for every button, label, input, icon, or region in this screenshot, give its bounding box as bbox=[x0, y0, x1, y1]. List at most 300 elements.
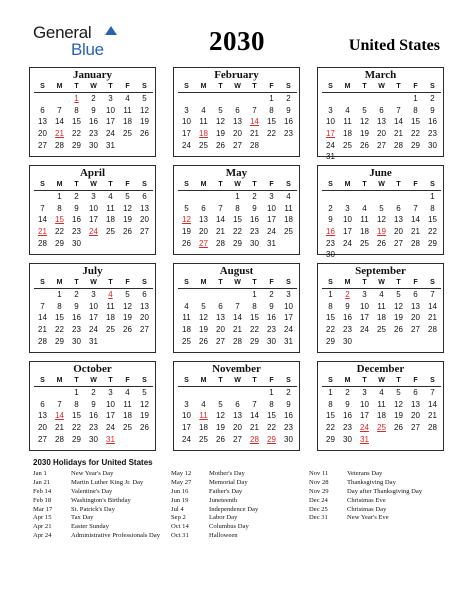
empty-day-cell bbox=[322, 445, 339, 457]
day-cell: 7 bbox=[40, 203, 45, 213]
day-cell: 21 bbox=[216, 227, 225, 237]
empty-day-cell bbox=[136, 151, 153, 163]
day-cell: 3 bbox=[91, 290, 96, 300]
empty-day-cell bbox=[280, 237, 297, 249]
holiday-day-cell: 14 bbox=[55, 411, 64, 421]
day-cell: 17 bbox=[284, 313, 293, 323]
empty-day-cell bbox=[212, 445, 229, 457]
day-cell: 28 bbox=[411, 238, 420, 248]
generalblue-logo[interactable] bbox=[33, 24, 113, 60]
day-cell: 29 bbox=[250, 336, 259, 346]
day-cell: 18 bbox=[182, 325, 191, 335]
day-cell: 15 bbox=[267, 117, 276, 127]
day-cell: 11 bbox=[123, 399, 132, 409]
page-header bbox=[0, 0, 474, 62]
holiday-item bbox=[309, 479, 422, 488]
week-row bbox=[322, 410, 441, 422]
day-cell: 5 bbox=[142, 388, 147, 398]
day-cell: 13 bbox=[140, 301, 149, 311]
day-cell: 7 bbox=[430, 290, 435, 300]
day-cell: 23 bbox=[326, 238, 335, 248]
empty-day-cell bbox=[136, 335, 153, 347]
week-row bbox=[178, 399, 297, 411]
week-row bbox=[178, 105, 297, 117]
day-cell: 19 bbox=[216, 423, 225, 433]
weekday-label: S bbox=[424, 179, 441, 191]
day-cell: 8 bbox=[57, 301, 62, 311]
day-cell: 2 bbox=[252, 192, 257, 202]
day-cell: 3 bbox=[184, 105, 189, 115]
weekday-label: S bbox=[136, 277, 153, 289]
day-cell: 9 bbox=[286, 105, 291, 115]
empty-day-cell bbox=[102, 445, 119, 457]
empty-day-cell bbox=[136, 445, 153, 457]
week-row bbox=[34, 237, 153, 249]
day-cell: 2 bbox=[91, 94, 96, 104]
empty-day-cell bbox=[136, 249, 153, 261]
month-day-grid bbox=[34, 375, 153, 457]
empty-day-cell bbox=[339, 151, 356, 163]
month-name: June bbox=[369, 167, 392, 179]
day-cell: 26 bbox=[360, 140, 369, 150]
day-cell: 1 bbox=[57, 290, 62, 300]
month-name: December bbox=[356, 363, 405, 375]
day-cell: 5 bbox=[362, 105, 367, 115]
weekday-label: M bbox=[195, 375, 212, 387]
day-cell: 7 bbox=[57, 399, 62, 409]
day-cell: 19 bbox=[394, 313, 403, 323]
day-cell: 7 bbox=[413, 203, 418, 213]
day-cell: 31 bbox=[326, 152, 335, 162]
day-cell: 5 bbox=[396, 388, 401, 398]
day-cell: 30 bbox=[72, 238, 81, 248]
empty-day-cell bbox=[178, 445, 195, 457]
empty-day-cell bbox=[195, 445, 212, 457]
weekday-label: T bbox=[68, 179, 85, 191]
day-cell: 9 bbox=[74, 301, 79, 311]
day-cell: 18 bbox=[360, 227, 369, 237]
week-row bbox=[322, 249, 441, 261]
day-cell: 25 bbox=[123, 129, 132, 139]
week-row bbox=[34, 203, 153, 215]
day-cell: 4 bbox=[184, 301, 189, 311]
empty-day-cell bbox=[246, 387, 263, 399]
day-cell: 16 bbox=[89, 117, 98, 127]
weekday-label: S bbox=[424, 81, 441, 93]
day-cell: 14 bbox=[428, 301, 437, 311]
week-row bbox=[34, 410, 153, 422]
empty-day-cell bbox=[195, 191, 212, 203]
weekday-label: T bbox=[102, 277, 119, 289]
weekday-header-row bbox=[322, 81, 441, 93]
week-row bbox=[34, 301, 153, 313]
week-row bbox=[34, 105, 153, 117]
day-cell: 9 bbox=[252, 203, 257, 213]
day-cell: 27 bbox=[233, 434, 242, 444]
weekday-label: S bbox=[178, 179, 195, 191]
day-cell: 3 bbox=[108, 94, 113, 104]
holiday-item bbox=[171, 506, 258, 515]
holiday-day-cell: 25 bbox=[377, 423, 386, 433]
day-cell: 31 bbox=[267, 238, 276, 248]
weekday-label: S bbox=[322, 179, 339, 191]
day-cell: 29 bbox=[411, 140, 420, 150]
holiday-name: New Year's Day bbox=[71, 470, 114, 477]
day-cell: 6 bbox=[142, 192, 147, 202]
empty-day-cell bbox=[246, 93, 263, 105]
holiday-name: Memorial Day bbox=[209, 478, 248, 486]
empty-day-cell bbox=[119, 433, 136, 445]
day-cell: 27 bbox=[394, 238, 403, 248]
holiday-date: May 12 bbox=[171, 470, 192, 477]
day-cell: 8 bbox=[328, 301, 333, 311]
empty-day-cell bbox=[178, 191, 195, 203]
weekday-label: W bbox=[229, 81, 246, 93]
empty-day-cell bbox=[34, 191, 51, 203]
day-cell: 20 bbox=[411, 313, 420, 323]
weekday-label: S bbox=[136, 179, 153, 191]
month-day-grid bbox=[322, 179, 441, 261]
empty-day-cell bbox=[356, 191, 373, 203]
empty-day-cell bbox=[195, 387, 212, 399]
empty-day-cell bbox=[373, 347, 390, 359]
day-cell: 22 bbox=[233, 227, 242, 237]
day-cell: 6 bbox=[235, 105, 240, 115]
holiday-date: Apr 15 bbox=[33, 514, 52, 522]
empty-day-cell bbox=[373, 335, 390, 347]
weekday-label: M bbox=[51, 375, 68, 387]
day-cell: 28 bbox=[55, 140, 64, 150]
weekday-label: F bbox=[263, 81, 280, 93]
month-may bbox=[173, 165, 300, 255]
holidays-column bbox=[33, 470, 160, 541]
empty-day-cell bbox=[229, 151, 246, 163]
day-cell: 3 bbox=[362, 388, 367, 398]
weekday-label: W bbox=[229, 375, 246, 387]
day-cell: 19 bbox=[394, 411, 403, 421]
day-cell: 10 bbox=[284, 301, 293, 311]
weekday-label: T bbox=[212, 375, 229, 387]
logo-text-blue: Blue bbox=[71, 40, 104, 59]
day-cell: 18 bbox=[343, 129, 352, 139]
empty-day-cell bbox=[68, 445, 85, 457]
holiday-item bbox=[171, 532, 258, 541]
month-name: July bbox=[82, 265, 103, 277]
holiday-date: Mar 17 bbox=[33, 505, 53, 513]
day-cell: 10 bbox=[182, 117, 191, 127]
month-day-grid bbox=[322, 81, 441, 163]
day-cell: 26 bbox=[216, 140, 225, 150]
day-cell: 1 bbox=[430, 192, 435, 202]
day-cell: 24 bbox=[267, 227, 276, 237]
day-cell: 13 bbox=[377, 117, 386, 127]
empty-day-cell bbox=[102, 151, 119, 163]
weekday-header-row bbox=[322, 277, 441, 289]
holiday-date: Jun 16 bbox=[171, 487, 189, 495]
holiday-day-cell: 24 bbox=[360, 423, 369, 433]
day-cell: 4 bbox=[362, 203, 367, 213]
day-cell: 19 bbox=[199, 325, 208, 335]
day-cell: 11 bbox=[377, 301, 386, 311]
day-cell: 31 bbox=[89, 336, 98, 346]
weekday-label: M bbox=[51, 179, 68, 191]
day-cell: 21 bbox=[55, 423, 64, 433]
day-cell: 22 bbox=[326, 423, 335, 433]
day-cell: 26 bbox=[394, 423, 403, 433]
day-cell: 10 bbox=[267, 203, 276, 213]
day-cell: 11 bbox=[199, 117, 208, 127]
weekday-label: F bbox=[407, 179, 424, 191]
day-cell: 16 bbox=[250, 215, 259, 225]
day-cell: 29 bbox=[72, 434, 81, 444]
day-cell: 5 bbox=[201, 301, 206, 311]
weekday-label: S bbox=[178, 277, 195, 289]
holiday-name: Juneteenth bbox=[209, 496, 238, 504]
day-cell: 17 bbox=[182, 129, 191, 139]
day-cell: 21 bbox=[233, 325, 242, 335]
weekday-label: T bbox=[356, 277, 373, 289]
day-cell: 2 bbox=[91, 388, 96, 398]
weekday-label: S bbox=[322, 81, 339, 93]
day-cell: 3 bbox=[286, 290, 291, 300]
empty-day-cell bbox=[178, 289, 195, 301]
empty-day-cell bbox=[34, 445, 51, 457]
week-row bbox=[322, 105, 441, 117]
day-cell: 10 bbox=[360, 399, 369, 409]
holiday-item bbox=[309, 506, 422, 515]
day-cell: 28 bbox=[250, 140, 259, 150]
weekday-label: S bbox=[280, 179, 297, 191]
empty-day-cell bbox=[51, 93, 68, 105]
day-cell: 20 bbox=[411, 411, 420, 421]
year-title: 2030 bbox=[209, 26, 265, 56]
day-cell: 16 bbox=[72, 313, 81, 323]
day-cell: 28 bbox=[38, 238, 47, 248]
weekday-label: F bbox=[263, 277, 280, 289]
day-cell: 24 bbox=[106, 129, 115, 139]
weekday-header-row bbox=[178, 277, 297, 289]
holiday-name: Thanksgiving Day bbox=[347, 478, 396, 486]
holiday-date: Nov 28 bbox=[309, 478, 329, 486]
day-cell: 12 bbox=[216, 117, 225, 127]
empty-day-cell bbox=[102, 249, 119, 261]
day-cell: 14 bbox=[411, 215, 420, 225]
empty-day-cell bbox=[339, 93, 356, 105]
day-cell: 1 bbox=[328, 388, 333, 398]
day-cell: 16 bbox=[343, 313, 352, 323]
weekday-label: F bbox=[263, 375, 280, 387]
day-cell: 12 bbox=[140, 105, 149, 115]
day-cell: 9 bbox=[91, 399, 96, 409]
weekday-label: W bbox=[373, 179, 390, 191]
day-cell: 1 bbox=[413, 94, 418, 104]
holiday-item bbox=[171, 479, 258, 488]
empty-day-cell bbox=[212, 191, 229, 203]
day-cell: 28 bbox=[394, 140, 403, 150]
holiday-name: Washington's Birthday bbox=[71, 496, 131, 504]
day-cell: 27 bbox=[216, 336, 225, 346]
day-cell: 6 bbox=[201, 203, 206, 213]
month-day-grid bbox=[322, 375, 441, 457]
empty-day-cell bbox=[263, 139, 280, 151]
day-cell: 21 bbox=[428, 411, 437, 421]
empty-day-cell bbox=[407, 433, 424, 445]
weekday-label: T bbox=[390, 81, 407, 93]
day-cell: 5 bbox=[218, 105, 223, 115]
weekday-label: S bbox=[322, 375, 339, 387]
empty-day-cell bbox=[373, 433, 390, 445]
day-cell: 25 bbox=[199, 434, 208, 444]
holiday-date: Feb 18 bbox=[33, 496, 52, 504]
day-cell: 12 bbox=[394, 399, 403, 409]
empty-day-cell bbox=[263, 445, 280, 457]
day-cell: 22 bbox=[250, 325, 259, 335]
day-cell: 19 bbox=[182, 227, 191, 237]
empty-day-cell bbox=[356, 347, 373, 359]
day-cell: 13 bbox=[38, 411, 47, 421]
empty-day-cell bbox=[119, 139, 136, 151]
day-cell: 17 bbox=[106, 411, 115, 421]
day-cell: 12 bbox=[199, 313, 208, 323]
weekday-header-row bbox=[34, 179, 153, 191]
empty-day-cell bbox=[51, 445, 68, 457]
day-cell: 16 bbox=[428, 117, 437, 127]
weekday-label: T bbox=[246, 375, 263, 387]
day-cell: 10 bbox=[89, 301, 98, 311]
empty-day-cell bbox=[322, 347, 339, 359]
day-cell: 18 bbox=[123, 117, 132, 127]
day-cell: 8 bbox=[413, 105, 418, 115]
empty-day-cell bbox=[390, 335, 407, 347]
holiday-date: Oct 14 bbox=[171, 523, 189, 531]
weekday-header-row bbox=[322, 179, 441, 191]
day-cell: 26 bbox=[123, 227, 132, 237]
week-row bbox=[322, 116, 441, 128]
day-cell: 24 bbox=[343, 238, 352, 248]
empty-day-cell bbox=[85, 151, 102, 163]
empty-day-cell bbox=[229, 249, 246, 261]
day-cell: 12 bbox=[123, 203, 132, 213]
weekday-label: W bbox=[229, 179, 246, 191]
empty-day-cell bbox=[51, 249, 68, 261]
month-day-grid bbox=[34, 277, 153, 359]
month-name: November bbox=[212, 363, 261, 375]
logo-triangle-icon bbox=[105, 26, 117, 35]
day-cell: 2 bbox=[430, 94, 435, 104]
empty-day-cell bbox=[102, 347, 119, 359]
weekday-label: F bbox=[119, 179, 136, 191]
day-cell: 23 bbox=[343, 423, 352, 433]
holiday-name: St. Patrick's Day bbox=[71, 505, 115, 513]
empty-day-cell bbox=[119, 249, 136, 261]
empty-day-cell bbox=[178, 151, 195, 163]
holiday-day-cell: 17 bbox=[326, 129, 335, 139]
empty-day-cell bbox=[390, 445, 407, 457]
day-cell: 29 bbox=[428, 238, 437, 248]
empty-day-cell bbox=[195, 151, 212, 163]
empty-day-cell bbox=[212, 93, 229, 105]
day-cell: 14 bbox=[216, 215, 225, 225]
day-cell: 9 bbox=[286, 399, 291, 409]
week-row bbox=[34, 433, 153, 445]
empty-day-cell bbox=[51, 151, 68, 163]
weekday-label: T bbox=[246, 277, 263, 289]
weekday-label: M bbox=[51, 277, 68, 289]
empty-day-cell bbox=[229, 289, 246, 301]
empty-day-cell bbox=[229, 387, 246, 399]
month-name: August bbox=[219, 265, 254, 277]
empty-day-cell bbox=[339, 445, 356, 457]
week-row bbox=[322, 93, 441, 105]
day-cell: 30 bbox=[89, 434, 98, 444]
day-cell: 2 bbox=[328, 203, 333, 213]
week-row bbox=[34, 387, 153, 399]
day-cell: 12 bbox=[394, 301, 403, 311]
day-cell: 9 bbox=[345, 301, 350, 311]
empty-day-cell bbox=[51, 347, 68, 359]
day-cell: 20 bbox=[38, 129, 47, 139]
day-cell: 19 bbox=[140, 117, 149, 127]
empty-day-cell bbox=[356, 249, 373, 261]
day-cell: 23 bbox=[72, 227, 81, 237]
day-cell: 6 bbox=[40, 105, 45, 115]
empty-day-cell bbox=[85, 445, 102, 457]
month-october bbox=[29, 361, 156, 451]
day-cell: 7 bbox=[235, 301, 240, 311]
day-cell: 21 bbox=[250, 129, 259, 139]
day-cell: 11 bbox=[360, 215, 369, 225]
day-cell: 4 bbox=[201, 399, 206, 409]
day-cell: 18 bbox=[123, 411, 132, 421]
week-row bbox=[178, 347, 297, 359]
holiday-date: Dec 25 bbox=[309, 505, 328, 513]
day-cell: 26 bbox=[140, 129, 149, 139]
empty-day-cell bbox=[51, 387, 68, 399]
weekday-label: T bbox=[212, 179, 229, 191]
day-cell: 12 bbox=[123, 301, 132, 311]
day-cell: 13 bbox=[394, 215, 403, 225]
day-cell: 26 bbox=[199, 336, 208, 346]
day-cell: 30 bbox=[284, 434, 293, 444]
day-cell: 31 bbox=[106, 140, 115, 150]
weekday-label: M bbox=[339, 375, 356, 387]
day-cell: 3 bbox=[184, 399, 189, 409]
day-cell: 8 bbox=[252, 301, 257, 311]
day-cell: 11 bbox=[106, 301, 115, 311]
day-cell: 30 bbox=[72, 336, 81, 346]
day-cell: 3 bbox=[269, 192, 274, 202]
weekday-label: T bbox=[212, 81, 229, 93]
week-row bbox=[322, 399, 441, 411]
weekday-label: F bbox=[407, 81, 424, 93]
day-cell: 24 bbox=[89, 325, 98, 335]
weekday-label: T bbox=[246, 179, 263, 191]
weekday-label: T bbox=[102, 375, 119, 387]
day-cell: 15 bbox=[250, 313, 259, 323]
week-row bbox=[178, 116, 297, 128]
day-cell: 27 bbox=[140, 325, 149, 335]
month-name: October bbox=[73, 363, 112, 375]
holiday-day-cell: 4 bbox=[108, 290, 113, 300]
day-cell: 22 bbox=[267, 423, 276, 433]
day-cell: 23 bbox=[284, 129, 293, 139]
empty-day-cell bbox=[407, 445, 424, 457]
day-cell: 26 bbox=[216, 434, 225, 444]
holiday-item bbox=[309, 470, 422, 479]
empty-day-cell bbox=[119, 335, 136, 347]
day-cell: 22 bbox=[267, 129, 276, 139]
week-row bbox=[178, 289, 297, 301]
